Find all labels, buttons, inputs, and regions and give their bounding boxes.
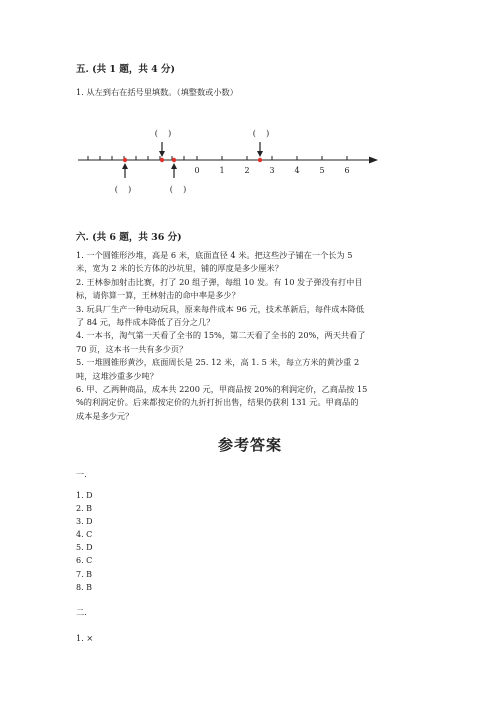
section6-problems (76, 249, 426, 423)
problem-line: 吨，这堆沙重多少吨？ (76, 370, 158, 381)
tick-label-1: 1 (219, 166, 225, 175)
answer-item: 1. D (76, 491, 93, 500)
answers-title: 参考答案 (217, 436, 282, 454)
answers-part1-heading: 一. (76, 469, 87, 479)
problem-line: 1. 一个圆锥形沙堆，高是 6 米，底面直径 4 米。把这些沙子铺在一个长为 5 (76, 250, 353, 260)
section5-heading: 五. (共 1 题，共 4 分) (76, 64, 176, 75)
answer-item: 2. B (76, 504, 93, 514)
arrow-up-icon (122, 163, 128, 178)
number-line-figure (70, 122, 390, 202)
axis-arrow-icon (369, 157, 378, 164)
problem-line: 70 页，这本书一共有多少页？ (76, 343, 188, 354)
marker-point-3 (172, 158, 176, 162)
tick-label-6: 6 (344, 166, 350, 175)
answer-bracket-top-left[interactable]: ( ) (154, 129, 172, 138)
answer-item: 1. × (76, 633, 94, 643)
answer-item: 4. C (76, 530, 93, 540)
answers-part2-heading: 二. (76, 607, 87, 617)
answer-item: 6. C (76, 556, 93, 566)
tick-label-0: 0 (194, 166, 200, 175)
answer-bracket-top-right[interactable]: ( ) (252, 129, 270, 138)
arrow-up-icon (171, 163, 177, 178)
problem-line: 6. 甲、乙两种商品，成本共 2200 元，甲商品按 20%的利润定价，乙商品按 15 (76, 384, 368, 395)
tick-label-3: 3 (269, 166, 275, 175)
arrow-down-icon (159, 142, 165, 157)
problem-line: 4. 一本书，淘气第一天看了全书的 15%，第二天看了全书的 20%，两天共看了 (76, 330, 366, 341)
marker-point-1 (123, 158, 127, 162)
section6-heading: 六. (共 6 题，共 36 分) (76, 232, 182, 243)
answer-bracket-bottom-left[interactable]: ( ) (114, 185, 132, 194)
problem-line: 5. 一堆圆锥形黄沙，底面周长是 25. 12 米，高 1. 5 米，每立方米的黄沙重 2 (76, 357, 360, 368)
answer-item: 7. B (76, 569, 93, 579)
tick-label-5: 5 (319, 166, 325, 175)
marker-point-2 (160, 158, 164, 162)
answer-item: 8. B (76, 582, 93, 592)
problem-line: 2. 王林参加射击比赛，打了 20 组子弹，每组 10 发。有 10 发子弹没有打中目 (76, 276, 363, 287)
problem-line: 标，请你算一算，王林射击的命中率是多少？ (76, 290, 240, 301)
problem-line: 米，宽为 2 米的长方体的沙坑里，铺的厚度是多少厘米？ (76, 263, 283, 274)
section5-question: 1. 从左到右在括号里填数。（填整数或小数） (76, 87, 238, 97)
problem-line: 成本是多少元？ (76, 410, 134, 421)
arrow-down-icon (257, 142, 263, 157)
answer-bracket-bottom-right[interactable]: ( ) (169, 185, 187, 194)
answer-item: 3. D (76, 517, 93, 527)
answer-item: 5. D (76, 543, 93, 553)
tick-label-4: 4 (294, 166, 300, 175)
tick-label-2: 2 (244, 166, 250, 175)
problem-line: 3. 玩具厂生产一种电动玩具，原来每件成本 96 元，技术革新后，每件成本降低 (76, 303, 365, 314)
problem-line: %的利润定价。后来都按定价的九折打折出售，结果仍获利 131 元。甲商品的 (76, 397, 359, 408)
marker-point-4 (258, 158, 262, 162)
answers-part1-list (76, 489, 93, 594)
problem-line: 了 84 元，每件成本降低了百分之几？ (76, 317, 215, 328)
